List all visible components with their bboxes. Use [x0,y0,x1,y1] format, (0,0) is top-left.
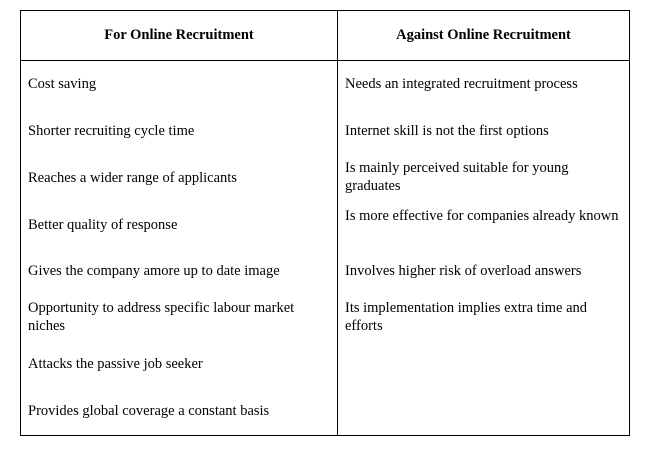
against-item: Is mainly perceived suitable for young graduates [345,160,569,194]
comparison-table [20,10,630,436]
for-item: Attacks the passive job seeker [28,356,203,372]
against-item: Its implementation implies extra time and efforts [345,300,588,334]
for-item: Gives the company amore up to date image [28,263,280,279]
for-item: Opportunity to address specific labour market niches [28,300,295,334]
for-item: Shorter recruiting cycle time [28,123,195,139]
header-divider [21,60,629,61]
column-divider [337,11,338,435]
header-against: Against Online Recruitment [396,27,571,43]
against-item: Is more effective for companies already known [345,208,619,224]
against-item: Internet skill is not the first options [345,123,549,139]
against-item: Needs an integrated recruitment process [345,76,578,92]
for-item: Provides global coverage a constant basis [28,403,270,419]
for-item: Reaches a wider range of applicants [28,170,237,186]
against-item: Involves higher risk of overload answers [345,263,582,279]
for-item: Cost saving [28,76,97,92]
header-for: For Online Recruitment [104,27,254,43]
for-item: Better quality of response [28,217,178,233]
